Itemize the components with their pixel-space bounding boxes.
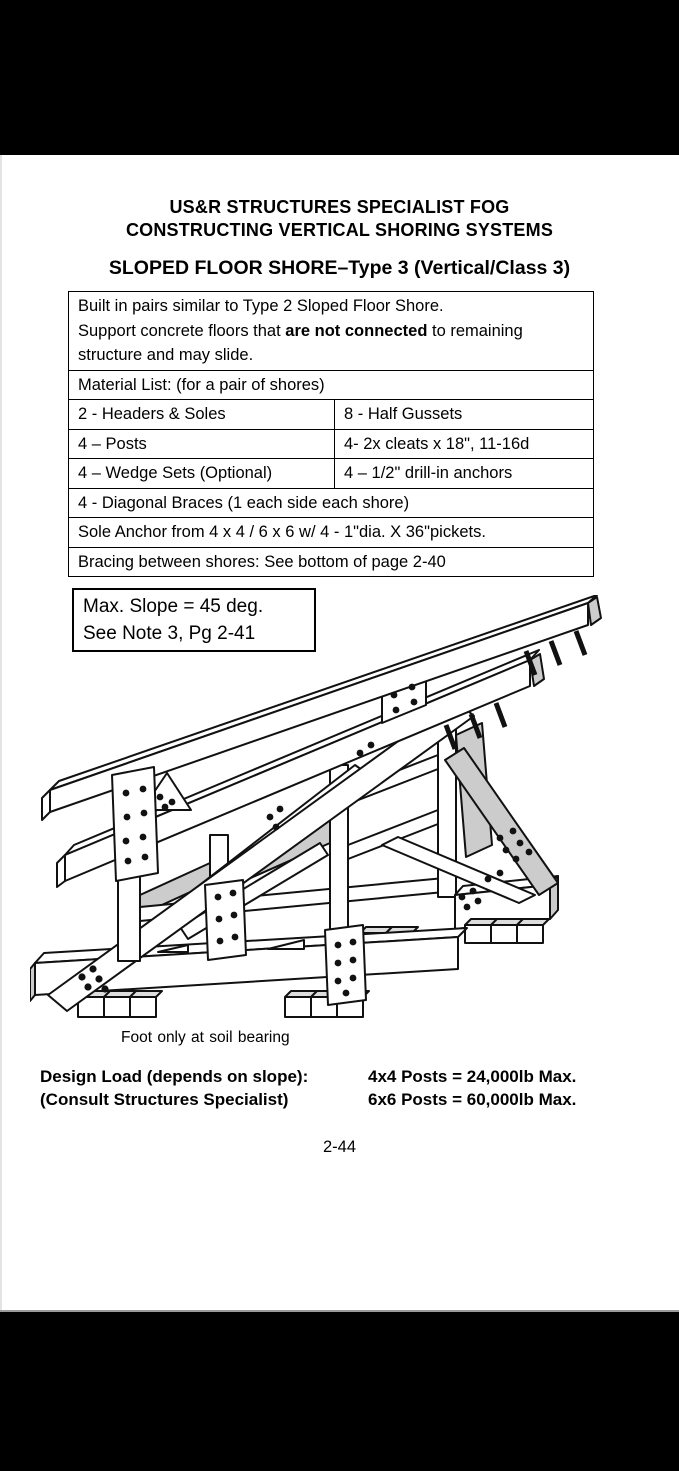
- material-cell-full: Bracing between shores: See bottom of page 2-40: [69, 547, 594, 577]
- description-pre: Support concrete floors that: [78, 321, 286, 340]
- figure-caption: Foot only at soil bearing: [121, 1029, 290, 1046]
- materials-table: [68, 291, 594, 577]
- shore-illustration: [30, 595, 650, 1025]
- page-title: SLOPED FLOOR SHORE–Type 3 (Vertical/Class 3): [108, 257, 571, 279]
- header-line-1: US&R STRUCTURES SPECIALIST FOG: [169, 197, 510, 217]
- material-cell-full: Sole Anchor from 4 x 4 / 6 x 6 w/ 4 - 1"dia. X 36"pickets.: [69, 518, 594, 548]
- material-cell: 4 – Wedge Sets (Optional): [69, 459, 335, 489]
- material-cell-full: 4 - Diagonal Braces (1 each side each shore): [69, 488, 594, 518]
- table-row-list-header: [69, 370, 594, 400]
- material-cell: 4 – 1/2" drill-in anchors: [335, 459, 594, 489]
- table-row: [69, 547, 594, 577]
- description-bold: are not connected: [285, 321, 428, 340]
- table-row: [69, 400, 594, 430]
- table-row: [69, 488, 594, 518]
- table-row: [69, 429, 594, 459]
- design-load-line: [40, 1065, 640, 1088]
- table-row-description: [69, 292, 594, 371]
- design-load-block: [40, 1065, 640, 1111]
- material-cell: 8 - Half Gussets: [335, 400, 594, 430]
- note-box: [72, 588, 316, 652]
- material-cell: 4 – Posts: [69, 429, 335, 459]
- table-row: [69, 459, 594, 489]
- design-load-left-2: (Consult Structures Specialist): [40, 1090, 289, 1109]
- material-cell: 4- 2x cleats x 18", 11-16d: [335, 429, 594, 459]
- design-load-right-1: 4x4 Posts = 24,000lb Max.: [368, 1067, 577, 1086]
- description-post: to remaining structure and may slide.: [78, 321, 523, 364]
- note-line-2: See Note 3, Pg 2-41: [83, 623, 256, 644]
- table-row: [69, 518, 594, 548]
- document-header: [0, 196, 679, 242]
- design-load-line: [40, 1088, 640, 1111]
- note-line-1: Max. Slope = 45 deg.: [83, 596, 264, 617]
- material-cell: 2 - Headers & Soles: [69, 400, 335, 430]
- description-line1: Built in pairs similar to Type 2 Sloped Floor Shore.: [78, 297, 444, 315]
- page-number: 2-44: [322, 1138, 357, 1156]
- document-page: [0, 155, 679, 1312]
- design-load-left-1: Design Load (depends on slope):: [40, 1067, 309, 1086]
- design-load-right-2: 6x6 Posts = 60,000lb Max.: [368, 1090, 577, 1109]
- header-line-2: CONSTRUCTING VERTICAL SHORING SYSTEMS: [125, 220, 554, 240]
- material-list-header: Material List: (for a pair of shores): [69, 370, 594, 400]
